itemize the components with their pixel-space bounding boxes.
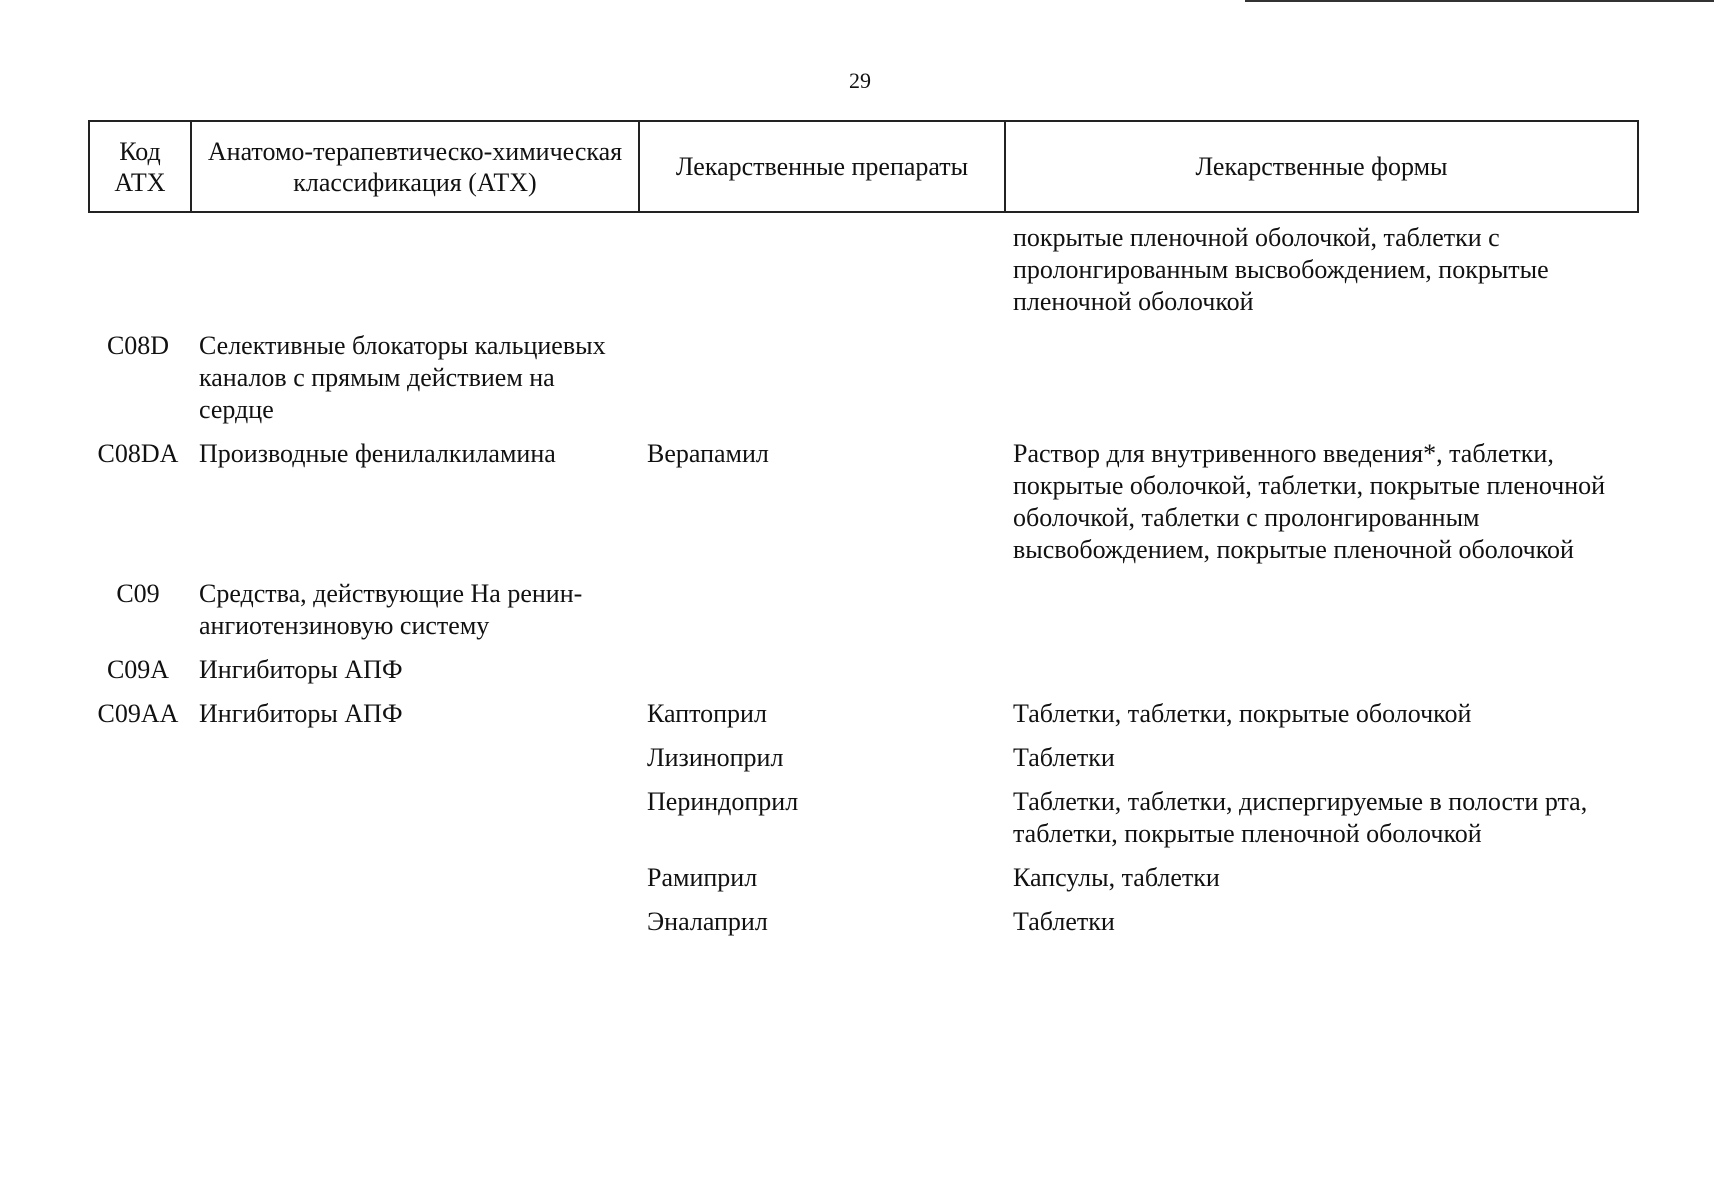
table-row [88, 578, 1637, 654]
drug-name: Верапамил [647, 439, 769, 468]
atc-name: Производные фенилалкиламина [199, 439, 556, 468]
top-edge-rule [1245, 0, 1714, 2]
dosage-forms [1004, 654, 1637, 698]
dosage-forms [1004, 578, 1637, 654]
atc-name: Ингибиторы АПФ [199, 655, 403, 684]
table-row [88, 330, 1637, 438]
atc-name: Средства, действующие На ренин-ангиотензиновую систему [199, 579, 583, 640]
table-row [88, 654, 1637, 698]
drug-name [638, 222, 1004, 330]
header-dosage-forms: Лекарственные формы [1005, 121, 1638, 212]
table-row [88, 906, 1637, 950]
atc-code [88, 906, 190, 950]
atc-name [190, 222, 638, 330]
drug-name [638, 330, 1004, 438]
atc-name [190, 906, 638, 950]
atc-code [88, 786, 190, 862]
drug-name [638, 654, 1004, 698]
drug-name: Лизиноприл [647, 743, 784, 772]
dosage-forms: покрытые пленочной оболочкой, таблетки с пролонгированным высвобождением, покрытые пленочной оболочкой [1013, 223, 1549, 316]
drug-name [638, 578, 1004, 654]
drug-name: Каптоприл [647, 699, 767, 728]
atc-code: C09 [116, 579, 160, 608]
drug-name: Рамиприл [647, 863, 758, 892]
atc-name [190, 742, 638, 786]
table-header [88, 120, 1639, 213]
table-row [88, 786, 1637, 862]
dosage-forms: Раствор для внутривенного введения*, таблетки, покрытые оболочкой, таблетки, покрытые пленочной оболочкой, таблетки с пролонгированным высвобождением, покрытые пленочной оболочкой [1013, 439, 1606, 564]
atc-name: Ингибиторы АПФ [199, 699, 403, 728]
atc-code: C09A [106, 655, 170, 684]
atc-code [88, 222, 190, 330]
atc-code [88, 742, 190, 786]
atc-code: C08DA [97, 439, 179, 468]
table-row [88, 742, 1637, 786]
table-row [88, 698, 1637, 742]
drug-name: Эналаприл [647, 907, 768, 936]
table-row [88, 862, 1637, 906]
header-atc-code: Код АТХ [89, 121, 191, 212]
drug-name: Периндоприл [647, 787, 799, 816]
atc-code: C08D [106, 331, 170, 360]
dosage-forms: Таблетки [1013, 743, 1115, 772]
drug-table [88, 222, 1637, 950]
atc-code [88, 862, 190, 906]
dosage-forms: Таблетки, таблетки, диспергируемые в полости рта, таблетки, покрытые пленочной оболочкой [1013, 787, 1588, 848]
atc-name [190, 786, 638, 862]
dosage-forms: Капсулы, таблетки [1013, 863, 1220, 892]
header-drugs: Лекарственные препараты [639, 121, 1005, 212]
header-atc-classification: Анатомо-терапевтическо-химическая классификация (АТХ) [191, 121, 639, 212]
table-row [88, 222, 1637, 330]
page-number: 29 [849, 68, 871, 93]
atc-name [190, 862, 638, 906]
atc-name: Селективные блокаторы кальциевых каналов с прямым действием на сердце [199, 331, 606, 424]
dosage-forms: Таблетки, таблетки, покрытые оболочкой [1013, 699, 1472, 728]
atc-code: C09AA [97, 699, 179, 728]
dosage-forms: Таблетки [1013, 907, 1115, 936]
dosage-forms [1004, 330, 1637, 438]
table-row [88, 438, 1637, 578]
